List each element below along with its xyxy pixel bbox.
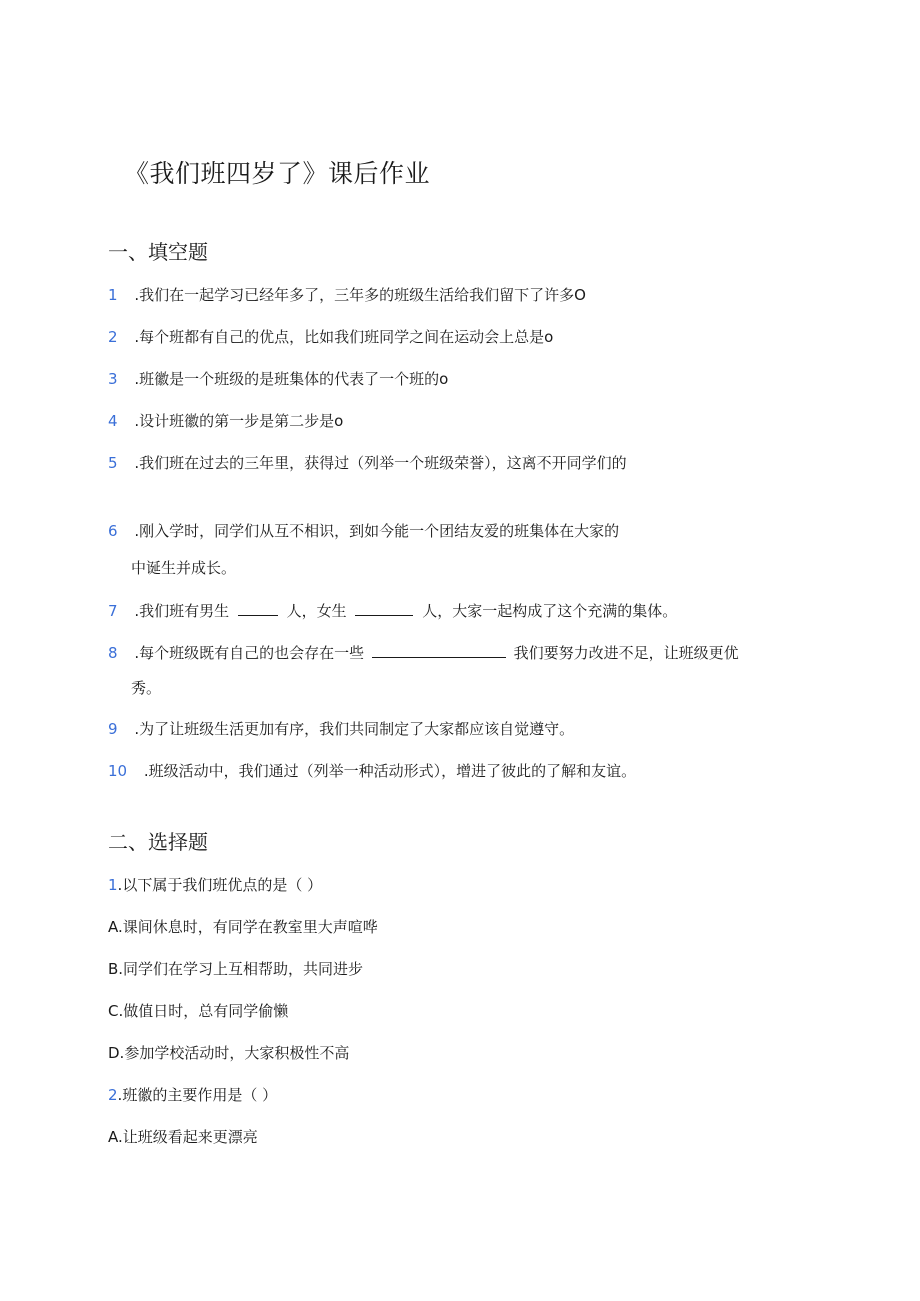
choice-option-d: D.参加学校活动时，大家积极性不高 — [108, 1044, 350, 1062]
question-text: .班级活动中，我们通过（列举一种活动形式），增进了彼此的了解和友谊。 — [143, 762, 637, 780]
answer-blank[interactable] — [372, 641, 506, 658]
question-number: 5 — [108, 454, 118, 472]
fill-question-1 — [108, 285, 586, 305]
question-text-part: .我们班有男生 — [134, 602, 230, 620]
question-stem: .班徽的主要作用是（ ） — [117, 1086, 278, 1104]
question-text: .班徽是一个班级的是班集体的代表了一个班的o — [134, 370, 449, 388]
fill-question-5 — [108, 453, 627, 473]
fill-question-4 — [108, 411, 343, 431]
answer-blank[interactable] — [355, 599, 413, 616]
question-text-part: .每个班级既有自己的也会存在一些 — [134, 644, 365, 662]
question-text: .为了让班级生活更加有序，我们共同制定了大家都应该自觉遵守。 — [134, 720, 575, 738]
choice-option-b: B.同学们在学习上互相帮助，共同进步 — [108, 960, 364, 978]
choice-option-a: A.让班级看起来更漂亮 — [108, 1128, 258, 1146]
fill-question-10 — [108, 761, 636, 781]
question-text-part: 我们要努力改进不足，让班级更优 — [513, 644, 739, 662]
section-heading-choice: 二、选择题 — [108, 830, 208, 854]
fill-question-8-continuation: 秀。 — [131, 679, 162, 697]
question-number: 1 — [108, 286, 118, 304]
document-title: 《我们班四岁了》课后作业 — [124, 159, 431, 188]
fill-question-7 — [108, 599, 677, 621]
choice-option-a: A.课间休息时，有同学在教室里大声喧哗 — [108, 918, 378, 936]
question-number: 1 — [108, 876, 118, 894]
choice-question-2 — [108, 1085, 277, 1105]
question-number: 9 — [108, 720, 118, 738]
question-number: 6 — [108, 522, 118, 540]
question-number: 8 — [108, 644, 118, 662]
fill-question-6 — [108, 521, 619, 541]
fill-question-2 — [108, 327, 553, 347]
question-text: .刚入学时，同学们从互不相识，到如今能一个团结友爱的班集体在大家的 — [134, 522, 620, 540]
question-text: .设计班徽的第一步是第二步是o — [134, 412, 344, 430]
question-number: 2 — [108, 1086, 118, 1104]
question-number: 2 — [108, 328, 118, 346]
answer-blank[interactable] — [238, 599, 278, 616]
question-text: .我们在一起学习已经年多了，三年多的班级生活给我们留下了许多O — [134, 286, 586, 304]
section-heading-fill-in: 一、填空题 — [108, 240, 208, 264]
question-stem: .以下属于我们班优点的是（ ） — [117, 876, 323, 894]
question-text: .我们班在过去的三年里，获得过（列举一个班级荣誉），这离不开同学们的 — [134, 454, 627, 472]
question-text: .每个班都有自己的优点，比如我们班同学之间在运动会上总是o — [134, 328, 554, 346]
fill-question-3 — [108, 369, 448, 389]
question-text-part: 人，女生 — [286, 602, 347, 620]
question-number: 4 — [108, 412, 118, 430]
question-text-part: 人，大家一起构成了这个充满的集体。 — [422, 602, 678, 620]
fill-question-8 — [108, 641, 739, 663]
fill-question-9 — [108, 719, 574, 739]
choice-option-c: C.做值日时，总有同学偷懒 — [108, 1002, 289, 1020]
question-number: 10 — [108, 762, 128, 780]
choice-question-1 — [108, 875, 322, 895]
question-number: 3 — [108, 370, 118, 388]
fill-question-6-continuation: 中诞生并成长。 — [131, 559, 237, 577]
question-number: 7 — [108, 602, 118, 620]
